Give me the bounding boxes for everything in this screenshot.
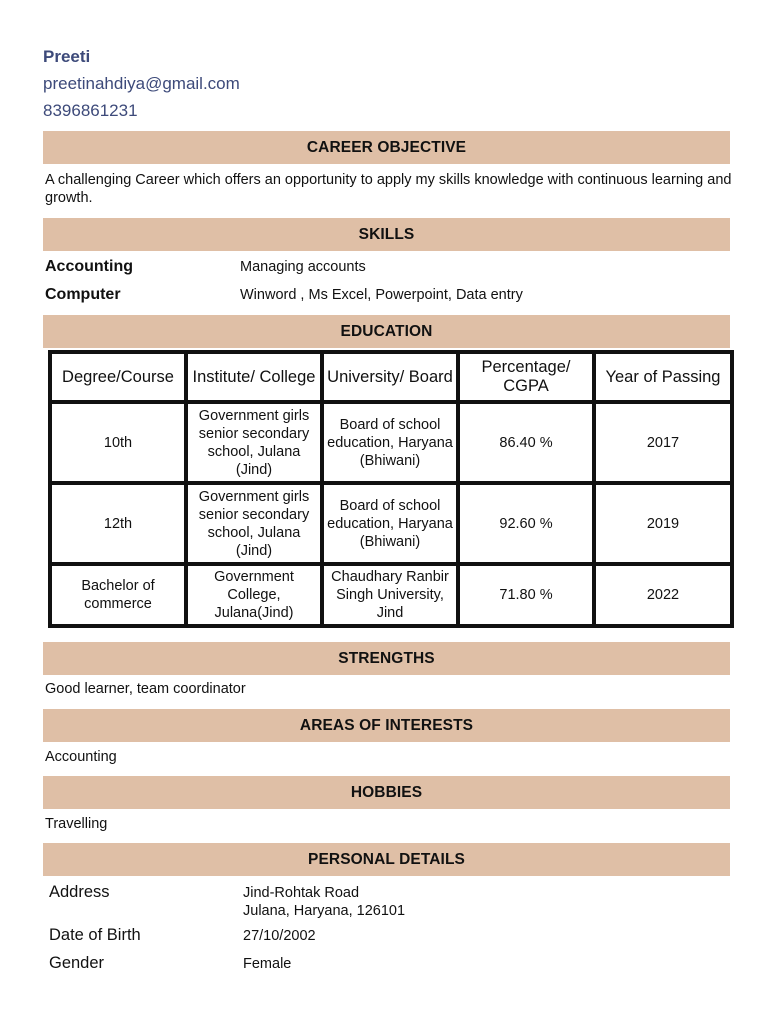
section-header-career-objective: CAREER OBJECTIVE [43, 131, 730, 164]
personal-label-address: Address [49, 883, 110, 901]
table-row [50, 483, 732, 564]
cell-year: 2022 [594, 564, 732, 626]
table-row [50, 402, 732, 483]
personal-value-gender: Female [243, 956, 292, 972]
career-objective-text: A challenging Career which offers an opportunity to apply my skills knowledge with continuous learning and growth. [45, 172, 732, 206]
cell-year: 2019 [594, 483, 732, 564]
col-header-institute: Institute/ College [186, 352, 322, 402]
cell-degree: 10th [50, 402, 186, 483]
section-header-personal-details: PERSONAL DETAILS [43, 843, 730, 876]
candidate-email: preetinahdiya@gmail.com [43, 74, 240, 93]
personal-value-address-line1: Jind-Rohtak Road [243, 885, 360, 901]
section-header-areas-of-interests: AREAS OF INTERESTS [43, 709, 730, 742]
col-header-degree: Degree/Course [50, 352, 186, 402]
strengths-text: Good learner, team coordinator [45, 681, 246, 697]
candidate-phone: 8396861231 [43, 101, 138, 120]
col-header-year: Year of Passing [594, 352, 732, 402]
cell-university: Board of school education, Haryana (Bhiwani) [322, 483, 458, 564]
areas-of-interests-text: Accounting [45, 749, 117, 765]
personal-label-gender: Gender [49, 954, 105, 972]
cell-university: Chaudhary Ranbir Singh University, Jind [322, 564, 458, 626]
cell-year: 2017 [594, 402, 732, 483]
section-header-education: EDUCATION [43, 315, 730, 348]
candidate-name: Preeti [43, 47, 91, 66]
personal-value-address-line2: Julana, Haryana, 126101 [243, 903, 406, 919]
cell-institute: Government girls senior secondary school, Julana (Jind) [186, 402, 322, 483]
cell-percentage: 92.60 % [458, 483, 594, 564]
personal-label-dob: Date of Birth [49, 926, 141, 944]
col-header-percentage: Percentage/ CGPA [458, 352, 594, 402]
personal-value-dob: 27/10/2002 [243, 928, 316, 944]
cell-institute: Government girls senior secondary school, Julana (Jind) [186, 483, 322, 564]
skill-value-accounting: Managing accounts [240, 259, 366, 275]
col-header-university: University/ Board [322, 352, 458, 402]
cell-degree: Bachelor of commerce [50, 564, 186, 626]
skill-label-computer: Computer [45, 286, 121, 303]
section-header-strengths: STRENGTHS [43, 642, 730, 675]
section-header-skills: SKILLS [43, 218, 730, 251]
cell-university: Board of school education, Haryana (Bhiwani) [322, 402, 458, 483]
cell-percentage: 71.80 % [458, 564, 594, 626]
education-table [48, 350, 734, 628]
education-table-header-row [50, 352, 732, 402]
skill-label-accounting: Accounting [45, 258, 133, 275]
hobbies-text: Travelling [45, 816, 108, 832]
section-header-hobbies: HOBBIES [43, 776, 730, 809]
skill-value-computer: Winword , Ms Excel, Powerpoint, Data entry [240, 287, 523, 303]
cell-institute: Government College, Julana(Jind) [186, 564, 322, 626]
table-row [50, 564, 732, 626]
cell-percentage: 86.40 % [458, 402, 594, 483]
cell-degree: 12th [50, 483, 186, 564]
